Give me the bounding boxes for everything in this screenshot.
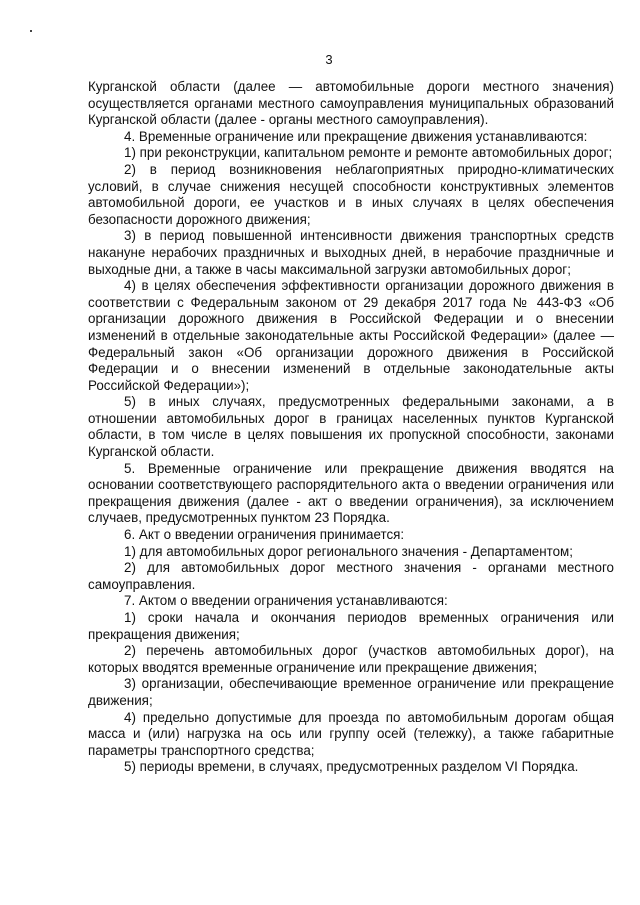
list-item: 1) для автомобильных дорог регионального значения - Департаментом; — [124, 543, 573, 559]
list-item: 1) при реконструкции, капитальном ремонте и ремонте автомобильных дорог; — [124, 145, 613, 161]
list-item: 2) перечень автомобильных дорог (участков автомобильных дорог), на которых вводятся временные ограничение или прекращение движения; — [88, 643, 614, 675]
paragraph: 4. Временные ограничение или прекращение движения устанавливаются: — [124, 128, 588, 144]
document-body — [88, 79, 614, 776]
paragraph: 7. Актом о введении ограничения устанавливаются: — [124, 593, 448, 609]
paragraph: Курганской области (далее — автомобильные дороги местного значения) осуществляется органами местного самоуправления муниципальных образований Курганской области (далее - органы местного самоуправления). — [88, 79, 614, 128]
list-item: 3) в период повышенной интенсивности движения транспортных средств накануне нерабочих праздничных и выходных дней, в нерабочие праздничные и выходные дни, а также в часы максимальной загрузки автомобильных дорог; — [88, 228, 614, 277]
page-number: 3 — [325, 52, 333, 67]
list-item: 4) в целях обеспечения эффективности организации дорожного движения в соответствии с Федеральным законом от 29 декабря 2017 года № 443-ФЗ «Об организации дорожного движения в Российской Федерации и о внесении изменений в отдельные законодательные акты Российской Федерации» (далее — Федеральный закон «Об организации дорожного движения в Российской Федерации и о внесении изменений в отдельные законодательные акты Российской Федерации»); — [88, 278, 614, 393]
paragraph: 6. Акт о введении ограничения принимается: — [124, 527, 405, 543]
list-item: 4) предельно допустимые для проезда по автомобильным дорогам общая масса и (или) нагрузка на ось или группу осей (тележку), а также габаритные параметры транспортного средства; — [88, 709, 614, 758]
list-item: 5) в иных случаях, предусмотренных федеральными законами, а в отношении автомобильных дорог в границах населенных пунктов Курганской области, в том числе в целях повышения их пропускной способности, законами Курганской области. — [88, 394, 614, 460]
paragraph: 5. Временные ограничение или прекращение движения вводятся на основании соответствующего распорядительного акта о введении ограничения или прекращения движения (далее - акт о введении ограничения), за исключением случаев, предусмотренных пунктом 23 Порядка. — [88, 460, 614, 526]
scan-speck — [30, 30, 32, 32]
list-item: 1) сроки начала и окончания периодов временных ограничения или прекращения движения; — [88, 610, 614, 642]
list-item: 5) периоды времени, в случаях, предусмотренных разделом VI Порядка. — [124, 759, 579, 775]
list-item: 2) в период возникновения неблагоприятных природно-климатических условий, в случае снижения несущей способности конструктивных элементов автомобильной дороги, ее участков и в иных случаях в целях обеспечения безопасности дорожного движения; — [88, 161, 614, 227]
list-item: 3) организации, обеспечивающие временное ограничение или прекращение движения; — [88, 676, 614, 708]
list-item: 2) для автомобильных дорог местного значения - органами местного самоуправления. — [88, 560, 614, 592]
